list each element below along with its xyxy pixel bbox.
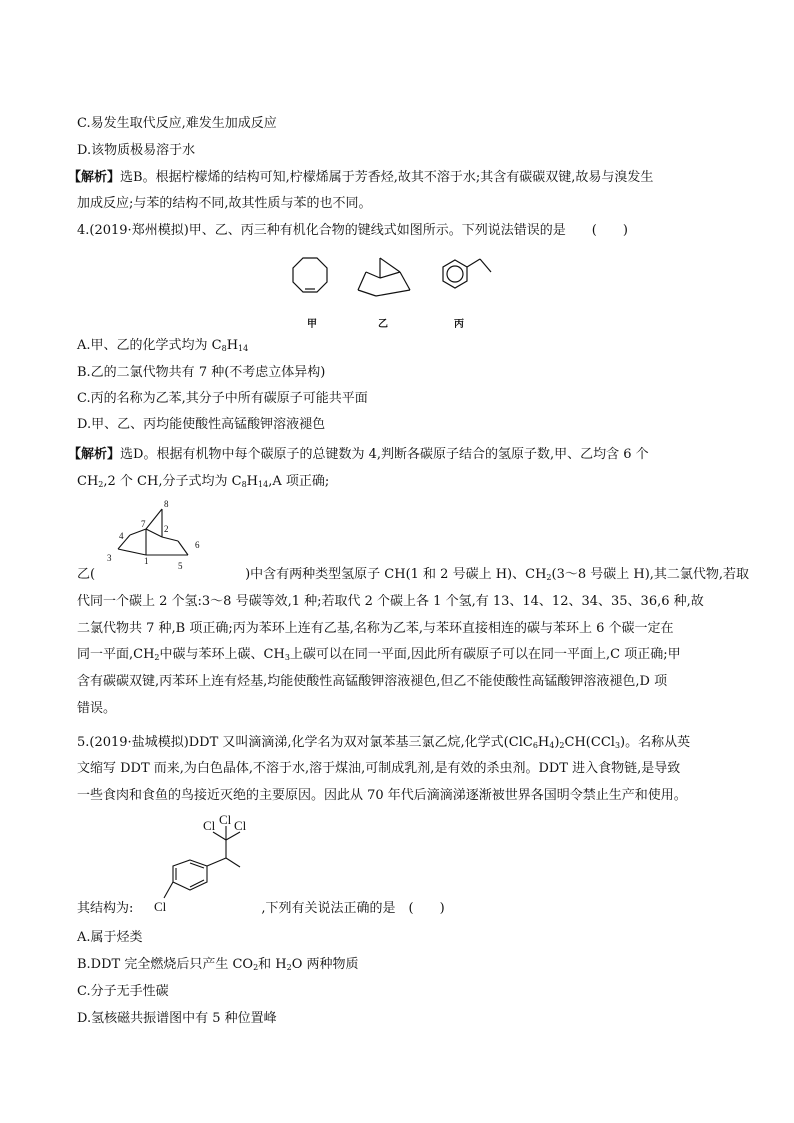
atom-number-8: 8 (164, 499, 169, 509)
atom-number-7: 7 (141, 519, 146, 529)
q4-option-d: D.甲、乙、丙均能使酸性高锰酸钾溶液褪色 (77, 417, 326, 432)
q4-analysis-line-4: 代同一个碳上 2 个氢:3～8 号碳等效,1 种;若取代 2 个碳上各 1 个氢,有 13、14、12、34、35、36,6 种,故 (77, 594, 704, 609)
q4-analysis-line-8: 错误。 (77, 701, 117, 716)
analysis-tag: 【解析】 (68, 447, 121, 462)
label-bing: 丙 (454, 319, 464, 330)
analysis-text: 选D。根据有机物中每个碳原子的总键数为 4,判断各碳原子结合的氢原子数,甲、乙均含 6 个 (120, 447, 649, 462)
q3-analysis-line-2: 加成反应;与苯的结构不同,故其性质与苯的也不同。 (77, 196, 372, 211)
atom-label-cl-top: Cl (219, 812, 232, 827)
atom-number-5: 5 (178, 561, 183, 571)
q3-option-c: C.易发生取代反应,难发生加成反应 (77, 116, 277, 131)
label-yi: 乙 (378, 319, 388, 330)
q5-option-d: D.氢核磁共振谱图中有 5 种位置峰 (77, 1011, 277, 1026)
q4-option-c: C.丙的名称为乙苯,其分子中所有碳原子可能共平面 (77, 391, 368, 406)
q4-structures-figure (280, 250, 520, 310)
q5-stem-line-1: 5.(2019·盐城模拟)DDT 又叫滴滴涕,化学名为双对氯苯基三氯乙烷,化学式$(ClC_6H_4)_2CH(CCl_3)$。名称从英 (77, 735, 691, 750)
analysis-tag: 【解析】 (68, 170, 121, 185)
atom-number-1: 1 (144, 556, 149, 566)
cyclooctene-structure (293, 258, 327, 292)
q4-analysis-line-5: 二氯代物共 7 种,B 项正确;丙为苯环上连有乙基,名称为乙苯,与苯环直接相连的碳与苯环上 6 个碳一定在 (77, 621, 674, 636)
q4-option-b: B.乙的二氯代物共有 7 种(不考虑立体异构) (77, 365, 326, 380)
atom-number-4: 4 (119, 531, 124, 541)
q5-stem-line-2: 文缩写 DDT 而来,为白色晶体,不溶于水,溶于煤油,可制成乳剂,是有效的杀虫剂。DDT 进入食物链,是导致 (77, 761, 681, 776)
q4-option-a: A.甲、乙的化学式均为 $C_8H_{14}$ (77, 338, 249, 353)
q4-analysis-line-1 (68, 446, 649, 464)
q4-stem: 4.(2019·郑州模拟)甲、乙、丙三种有机化合物的键线式如图所示。下列说法错误的是 ( ) (77, 223, 628, 238)
q4-analysis-line-2: $CH_2,2$ 个 CH,分子式均为 $C_8H_{14},A$ 项正确; (77, 474, 330, 489)
atom-number-6: 6 (195, 540, 200, 550)
atom-label-cl-left: Cl (203, 818, 216, 833)
atom-number-3: 3 (107, 553, 112, 563)
atom-number-2: 2 (164, 524, 169, 534)
q5-option-a: A.属于烃类 (77, 930, 143, 945)
label-jia: 甲 (307, 319, 317, 330)
q3-analysis-line-1 (68, 169, 653, 187)
q5-structure-line: 其结构为: ,下列有关说法正确的是 ( ) (77, 901, 445, 916)
q4-analysis-line-6: 同一平面$,CH_2$中碳与苯环上碳、$CH_3$上碳可以在同一平面,因此所有碳原子可以在同一平面上,C 项正确;甲 (77, 647, 681, 662)
numbered-bicyclooctane-figure (100, 497, 210, 572)
q5-option-c: C.分子无手性碳 (77, 984, 169, 999)
bicyclooctane-structure (358, 258, 410, 296)
analysis-text: 选B。根据柠檬烯的结构可知,柠檬烯属于芳香烃,故其不溶于水;其含有碳碳双键,故易与溴发生 (120, 170, 654, 185)
atom-label-cl-para: Cl (154, 899, 167, 914)
q5-option-b: B.DDT 完全燃烧后只产生 $CO_2$和 $H_2O$ 两种物质 (77, 957, 359, 972)
q4-analysis-line-7: 含有碳碳双键,丙苯环上连有烃基,均能使酸性高锰酸钾溶液褪色,但乙不能使酸性高锰酸钾溶液褪色,D 项 (77, 674, 668, 689)
q3-option-d: D.该物质极易溶于水 (77, 143, 196, 158)
q4-analysis-line-3: 乙( )中含有两种类型氢原子 CH(1 和 2 号碳上 H)、$CH_2(3\sim 8$ 号碳上 H),其二氯代物,若取 (77, 567, 750, 582)
q5-stem-line-3: 一些食肉和食鱼的鸟接近灭绝的主要原因。因此从 70 年代后滴滴涕逐渐被世界各国明令禁止生产和使用。 (77, 788, 687, 803)
atom-label-cl-right: Cl (234, 818, 247, 833)
ethylbenzene-structure (443, 259, 491, 288)
